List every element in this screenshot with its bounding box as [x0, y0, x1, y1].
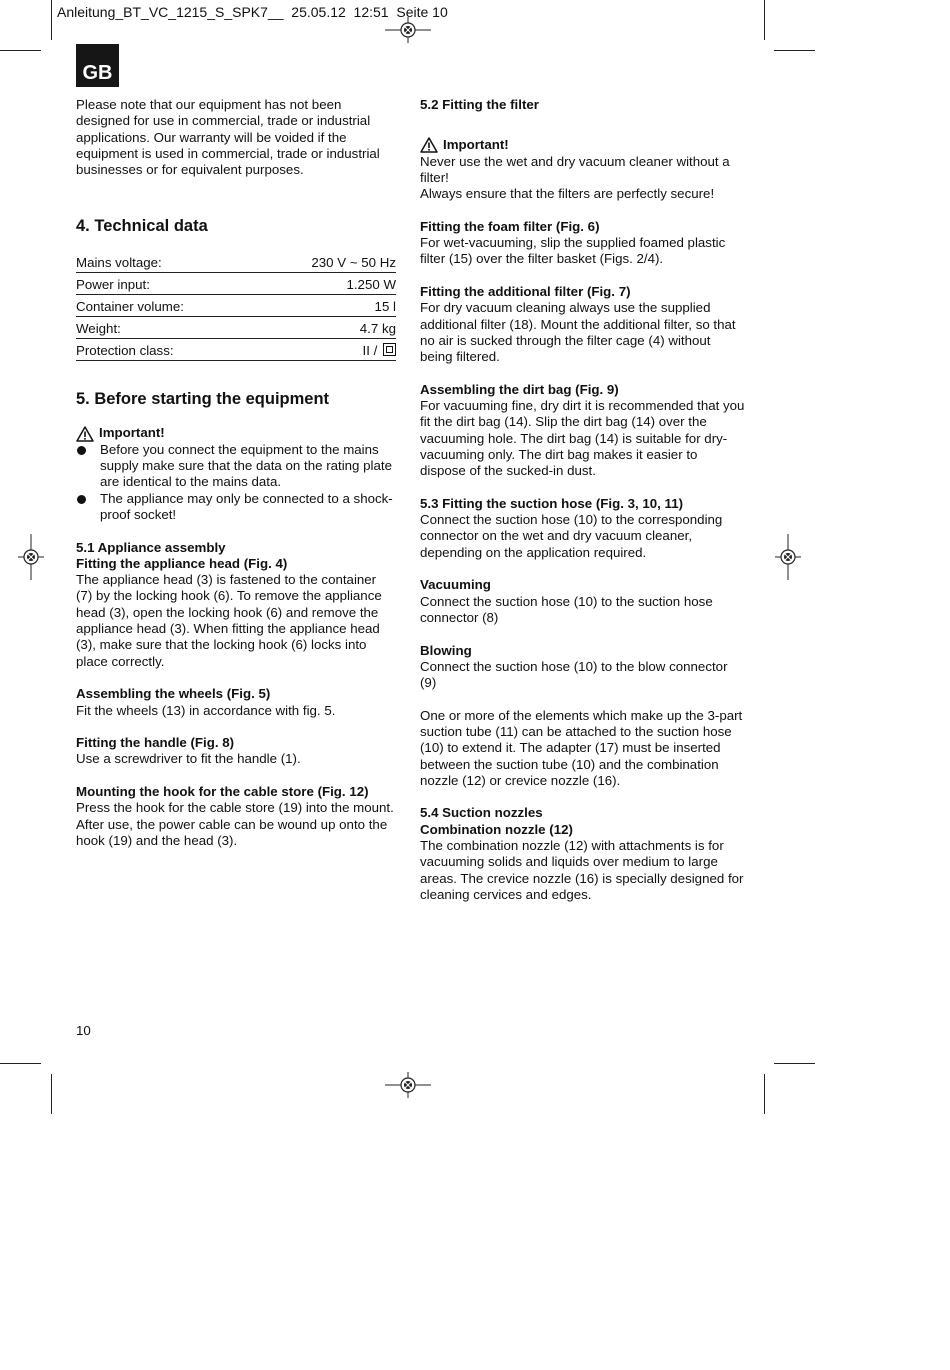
tech-label: Mains voltage:	[76, 255, 162, 271]
tech-value	[363, 343, 396, 359]
foam-filter-text: For wet-vacuuming, slip the supplied foamed plastic filter (15) over the filter basket (Figs. 2/4).	[420, 235, 726, 267]
vacuuming-heading: Vacuuming	[420, 577, 491, 593]
registration-mark-icon	[385, 1072, 431, 1098]
cable-hook-heading: Mounting the hook for the cable store (Fig. 12)	[76, 784, 369, 800]
additional-filter-text: For dry vacuum cleaning always use the supplied additional filter (18). Mount the additional filter, so that no air is sucked through the filter cage (4) without being filtered.	[420, 300, 736, 365]
important-notice-heading	[420, 137, 745, 153]
suction-hose-text: Connect the suction hose (10) to the corresponding connector on the wet and dry vacuum cleaner, depending on the application required.	[420, 512, 723, 560]
warning-triangle-icon	[76, 426, 94, 442]
crop-mark	[764, 0, 765, 40]
handle-heading: Fitting the handle (Fig. 8)	[76, 735, 235, 751]
combination-nozzle-text: The combination nozzle (12) with attachments is for vacuuming solids and liquids over medium to large areas. The crevice nozzle (16) is specially designed for cleaning cervices and edges.	[420, 838, 744, 902]
tech-value: 4.7 kg	[359, 321, 396, 337]
dirt-bag-text: For vacuuming fine, dry dirt it is recommended that you fit the dirt bag (14). Slip the dirt bag (14) over the vacuuming hole. The dirt bag (14) is suitable for dry-vacuuming only. The dirt bag makes it easier to dispose of the sucked-in dust.	[420, 398, 745, 479]
list-item	[76, 491, 396, 524]
vacuuming-text: Connect the suction hose (10) to the suction hose connector (8)	[420, 593, 713, 625]
bullet-text: The appliance may only be connected to a shock-proof socket!	[100, 490, 393, 522]
left-column	[76, 97, 396, 849]
tech-row	[76, 295, 396, 317]
additional-filter-heading: Fitting the additional filter (Fig. 7)	[420, 283, 631, 299]
important-text: Never use the wet and dry vacuum cleaner without a filter!	[420, 153, 730, 185]
crop-mark	[51, 1074, 52, 1114]
fitting-filter-heading: 5.2 Fitting the filter	[420, 97, 539, 112]
tech-row	[76, 317, 396, 339]
right-column	[420, 97, 745, 903]
wheels-heading: Assembling the wheels (Fig. 5)	[76, 686, 271, 702]
important-label: Important!	[443, 137, 509, 153]
warning-triangle-icon	[420, 137, 438, 153]
foam-filter-heading: Fitting the foam filter (Fig. 6)	[420, 218, 600, 234]
crop-mark	[51, 0, 52, 40]
bullet-icon	[77, 446, 86, 455]
tech-value: 15 l	[374, 299, 396, 315]
tech-label: Weight:	[76, 321, 121, 337]
crop-mark	[764, 1074, 765, 1114]
technical-data-table	[76, 251, 396, 361]
tech-row	[76, 339, 396, 361]
registration-mark-icon	[18, 534, 44, 580]
bullet-text: Before you connect the equipment to the mains supply make sure that the data on the rating plate are identical to the mains data.	[100, 441, 392, 490]
technical-data-heading: 4. Technical data	[76, 217, 208, 236]
cable-hook-text: Press the hook for the cable store (19) into the mount. After use, the power cable can be wound up onto the hook (19) and the head (3).	[76, 800, 394, 848]
tech-label: Power input:	[76, 277, 150, 293]
page-number: 10	[76, 1023, 91, 1038]
crop-mark	[0, 1063, 41, 1064]
wheels-text: Fit the wheels (13) in accordance with fig. 5.	[76, 702, 336, 718]
appliance-head-heading: Fitting the appliance head (Fig. 4)	[76, 555, 288, 571]
blowing-text: Connect the suction hose (10) to the blow connector (9)	[420, 658, 728, 691]
list-item	[76, 442, 396, 491]
appliance-head-text: The appliance head (3) is fastened to the container (7) by the locking hook (6). To remove the appliance head (3), open the locking hook (6) and remove the appliance head (3). When fitting the appliance head (3), make sure that the locking hook (6) locks into place correctly.	[76, 572, 382, 669]
tech-value: 230 V ~ 50 Hz	[311, 255, 396, 271]
bullet-icon	[77, 495, 86, 504]
language-badge: GB	[76, 44, 119, 87]
appliance-assembly-heading: 5.1 Appliance assembly	[76, 539, 226, 555]
blowing-heading: Blowing	[420, 642, 472, 658]
crop-mark	[774, 50, 815, 51]
crop-mark	[0, 50, 41, 51]
registration-mark-icon	[775, 534, 801, 580]
tech-row	[76, 273, 396, 295]
registration-mark-icon	[385, 17, 431, 43]
combination-nozzle-heading: Combination nozzle (12)	[420, 821, 573, 837]
handle-text: Use a screwdriver to fit the handle (1).	[76, 751, 301, 767]
suction-nozzles-heading: 5.4 Suction nozzles	[420, 805, 543, 821]
crop-mark	[774, 1063, 815, 1064]
suction-tube-text: One or more of the elements which make up the 3-part suction tube (11) can be attached to the suction hose (10) to extend it. The adapter (17) must be inserted between the suction tube (10) and the combination nozzle (12) or crevice nozzle (16).	[420, 707, 743, 788]
important-bullet-list	[76, 442, 396, 523]
protection-class-icon	[383, 343, 396, 356]
before-starting-heading: 5. Before starting the equipment	[76, 390, 330, 409]
important-label: Important!	[99, 425, 165, 441]
important-text: Always ensure that the filters are perfectly secure!	[420, 186, 715, 202]
intro-paragraph: Please note that our equipment has not been designed for use in commercial, trade or industrial applications. Our warranty will be voided if the equipment is used in commercial, trade or industrial businesses or for equivalent purposes.	[76, 97, 380, 178]
tech-label: Container volume:	[76, 299, 184, 315]
suction-hose-heading: 5.3 Fitting the suction hose (Fig. 3, 10, 11)	[420, 495, 684, 511]
print-header: Anleitung_BT_VC_1215_S_SPK7__ 25.05.12 12:51 Seite 10	[57, 4, 448, 20]
protection-class-value: II /	[362, 343, 378, 359]
tech-label: Protection class:	[76, 343, 174, 359]
tech-row	[76, 251, 396, 273]
important-notice-heading	[76, 425, 396, 441]
dirt-bag-heading: Assembling the dirt bag (Fig. 9)	[420, 381, 619, 397]
tech-value: 1.250 W	[346, 277, 396, 293]
